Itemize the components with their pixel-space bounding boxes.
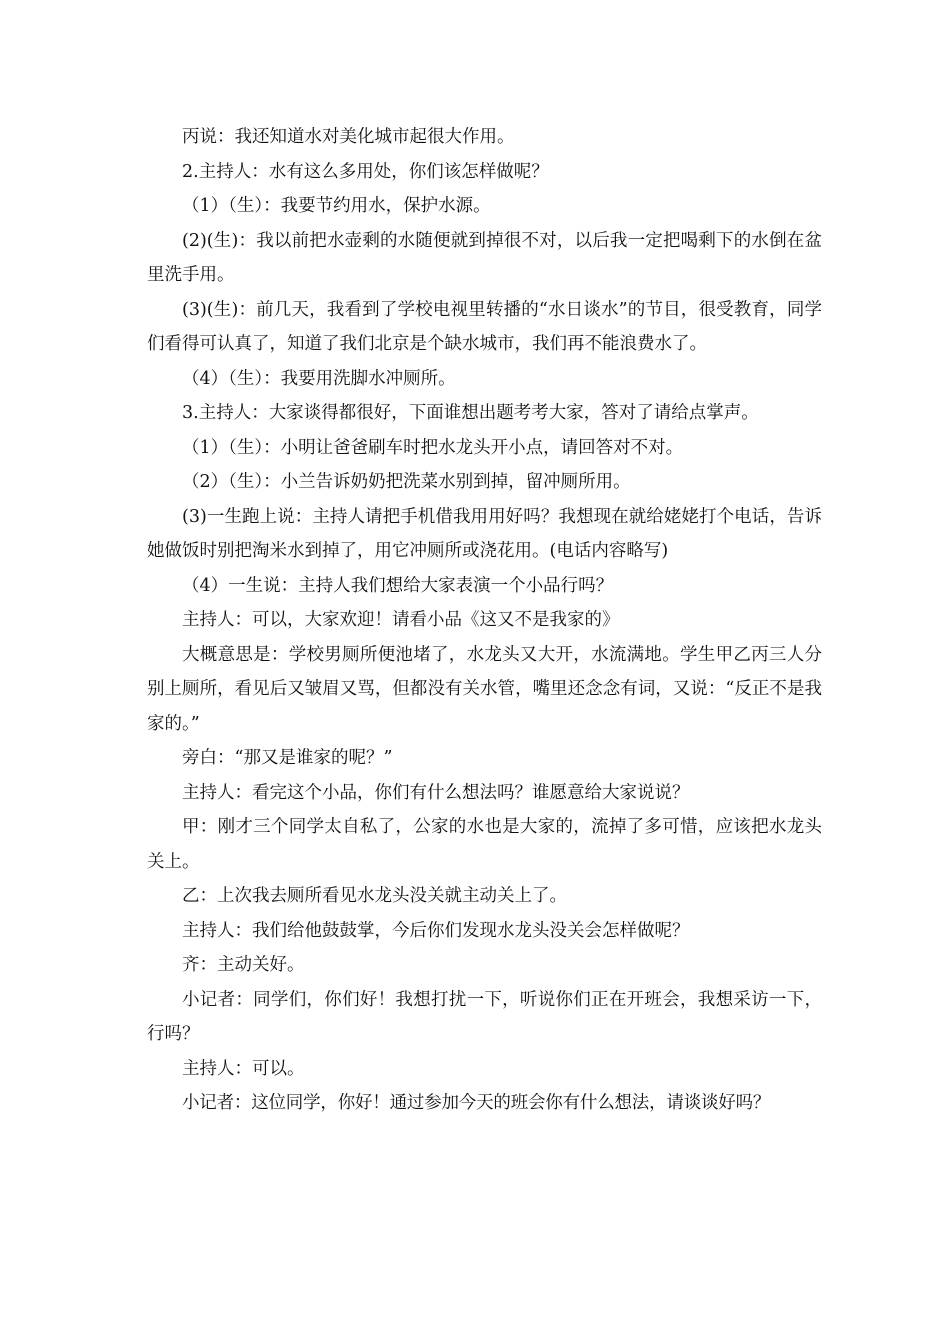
paragraph-6: （4）（生）：我要用洗脚水冲厕所。: [182, 368, 456, 389]
paragraph-12: 主持人：可以，大家欢迎！请看小品《这又不是我家的》: [182, 610, 620, 630]
paragraph-1: 丙说：我还知道水对美化城市起很大作用。: [182, 127, 515, 147]
paragraph-8: （1）（生）：小明让爸爸刷车时把水龙头开小点，请回答对不对。: [182, 437, 684, 458]
paragraph-3: （1）（生）：我要节约用水，保护水源。: [182, 196, 491, 216]
paragraph-16: 甲：刚才三个同学太自私了，公家的水也是大家的，流掉了多可惜，应该把水龙头关上。: [147, 817, 822, 872]
document-body: [147, 120, 822, 1121]
paragraph-13: 大概意思是：学校男厕所便池堵了，水龙头又大开，水流满地。学生甲乙丙三人分别上厕所，看见后又皱眉又骂，但都没有关水管，嘴里还念念有词，又说：“反正不是我家的。”: [147, 644, 822, 734]
paragraph-10: (3)一生跑上说：主持人请把手机借我用用好吗？我想现在就给姥姥打个电话，告诉她做饭时别把淘米水到掉了，用它冲厕所或浇花用。(电话内容略写): [147, 506, 822, 561]
paragraph-19: 齐：主动关好。: [182, 955, 305, 975]
paragraph-21: 主持人：可以。: [182, 1058, 305, 1079]
paragraph-22: 小记者：这位同学，你好！通过参加今天的班会你有什么想法，请谈谈好吗？: [182, 1093, 771, 1113]
paragraph-14: 旁白：“那又是谁家的呢？”: [182, 748, 393, 768]
paragraph-2: 2.主持人：水有这么多用处，你们该怎样做呢？: [182, 161, 549, 182]
paragraph-18: 主持人：我们给他鼓鼓掌，今后你们发现水龙头没关会怎样做呢？: [182, 920, 690, 941]
paragraph-17: 乙：上次我去厕所看见水龙头没关就主动关上了。: [182, 886, 567, 906]
paragraph-4: (2)(生)：我以前把水壶剩的水随便就到掉很不对，以后我一定把喝剩下的水倒在盆里洗手用。: [147, 230, 822, 285]
paragraph-9: （2）（生）：小兰告诉奶奶把洗菜水别到掉，留冲厕所用。: [182, 472, 631, 492]
paragraph-15: 主持人：看完这个小品，你们有什么想法吗？谁愿意给大家说说？: [182, 782, 690, 803]
paragraph-7: 3.主持人：大家谈得都很好，下面谁想出题考考大家，答对了请给点掌声。: [182, 403, 759, 423]
paragraph-20: 小记者：同学们，你们好！我想打扰一下，听说你们正在开班会，我想采访一下，行吗？: [147, 989, 822, 1044]
paragraph-11: （4）一生说：主持人我们想给大家表演一个小品行吗？: [182, 575, 614, 596]
paragraph-5: (3)(生)：前几天，我看到了学校电视里转播的“水日谈水”的节目，很受教育，同学们看得可认真了，知道了我们北京是个缺水城市，我们再不能浪费水了。: [147, 299, 822, 354]
